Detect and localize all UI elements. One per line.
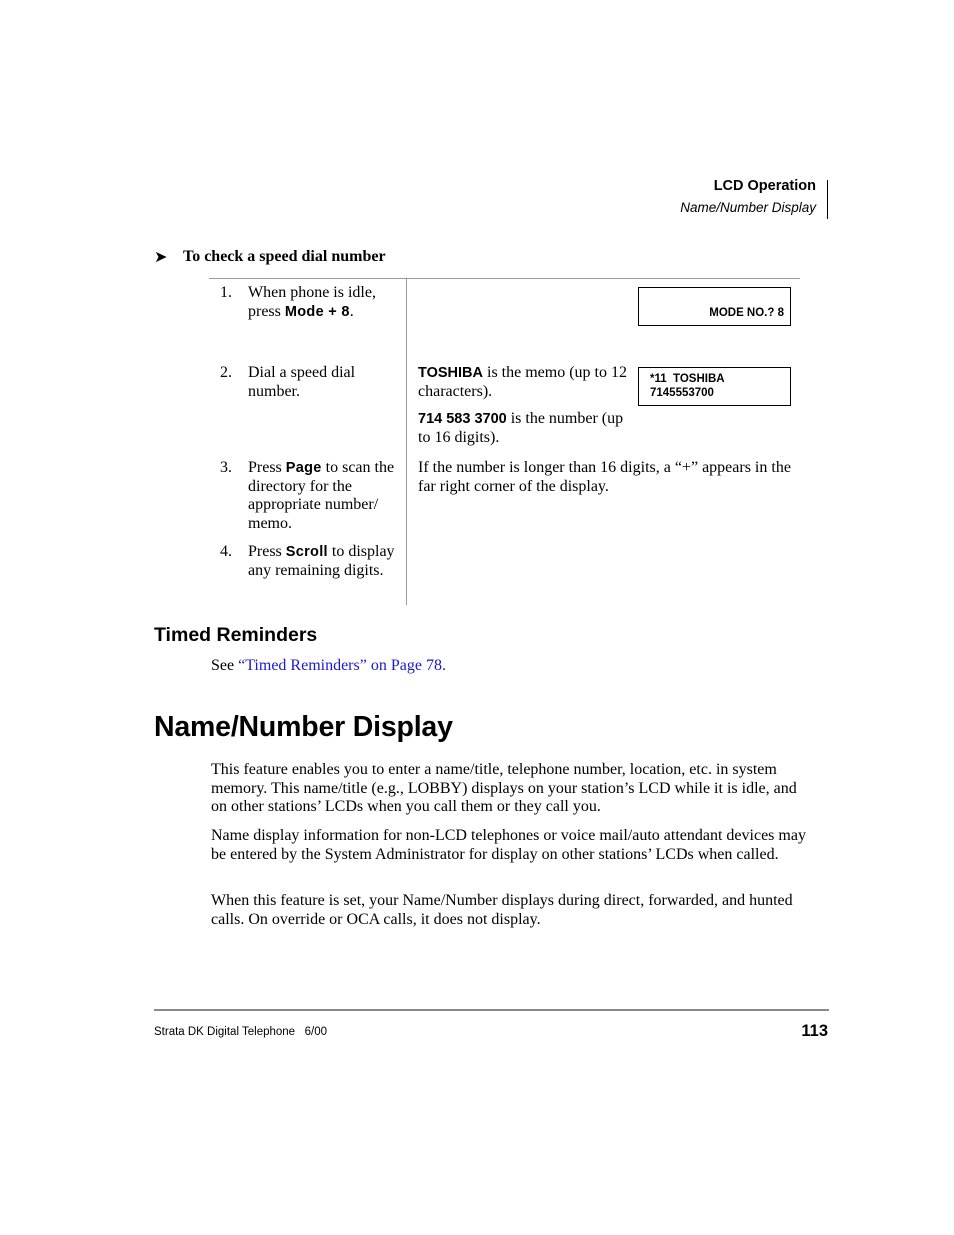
step-note: TOSHIBA is the memo (up to 12 characters). — [418, 364, 627, 400]
step-text: Press Page to scan the directory for the appropriate number/ memo. — [248, 459, 395, 532]
step-number: 1. — [220, 284, 232, 301]
cross-reference-link[interactable]: “Timed Reminders” on Page 78. — [238, 657, 446, 674]
section-heading: Timed Reminders — [154, 624, 318, 646]
key-name: Page — [285, 460, 322, 476]
step-number: 3. — [220, 459, 232, 476]
arrow-bullet-icon: ➤ — [154, 249, 168, 266]
step-number: 4. — [220, 543, 232, 560]
footer-rule — [154, 1009, 829, 1011]
key-name: Scroll — [285, 544, 328, 560]
page-title: Name/Number Display — [154, 711, 453, 743]
body-paragraph: Name display information for non-LCD telephones or voice mail/auto attendant devices may be entered by the System Administrator for display on other stations’ LCDs when called. — [211, 827, 806, 863]
running-header-title: LCD Operation — [713, 178, 816, 194]
table-column-rule — [406, 279, 407, 605]
body-paragraph: When this feature is set, your Name/Number displays during direct, forwarded, and hunted calls. On override or OCA calls, it does not display. — [211, 892, 793, 928]
step-text: Press Scroll to display any remaining digits. — [248, 543, 395, 579]
body-paragraph: This feature enables you to enter a name/title, telephone number, location, etc. in system memory. This name/title (e.g., LOBBY) displays on your station’s LCD while it is idle, and on other stations’ LCDs when you call them or they call you. — [211, 761, 797, 816]
step-note: If the number is longer than 16 digits, a “+” appears in the far right corner of the display. — [418, 459, 791, 495]
table-top-rule — [209, 278, 800, 279]
lcd-display: *11 TOSHIBA 7145553700 — [638, 367, 791, 406]
key-name: Mode + 8 — [284, 303, 350, 320]
lcd-display: MODE NO.? 8 — [638, 287, 791, 326]
step-text: Dial a speed dial number. — [248, 364, 356, 400]
cross-reference: See “Timed Reminders” on Page 78. — [211, 657, 446, 674]
step-number: 2. — [220, 364, 232, 381]
procedure-title: To check a speed dial number — [183, 248, 386, 265]
footer-text: Strata DK Digital Telephone 6/00 — [154, 1026, 328, 1038]
page-number: 113 — [801, 1022, 828, 1040]
running-header-subtitle: Name/Number Display — [680, 200, 816, 215]
header-rule — [827, 180, 828, 219]
step-text: When phone is idle, press Mode + 8. — [248, 284, 376, 320]
step-note: 714 583 3700 is the number (up to 16 digits). — [418, 410, 624, 446]
